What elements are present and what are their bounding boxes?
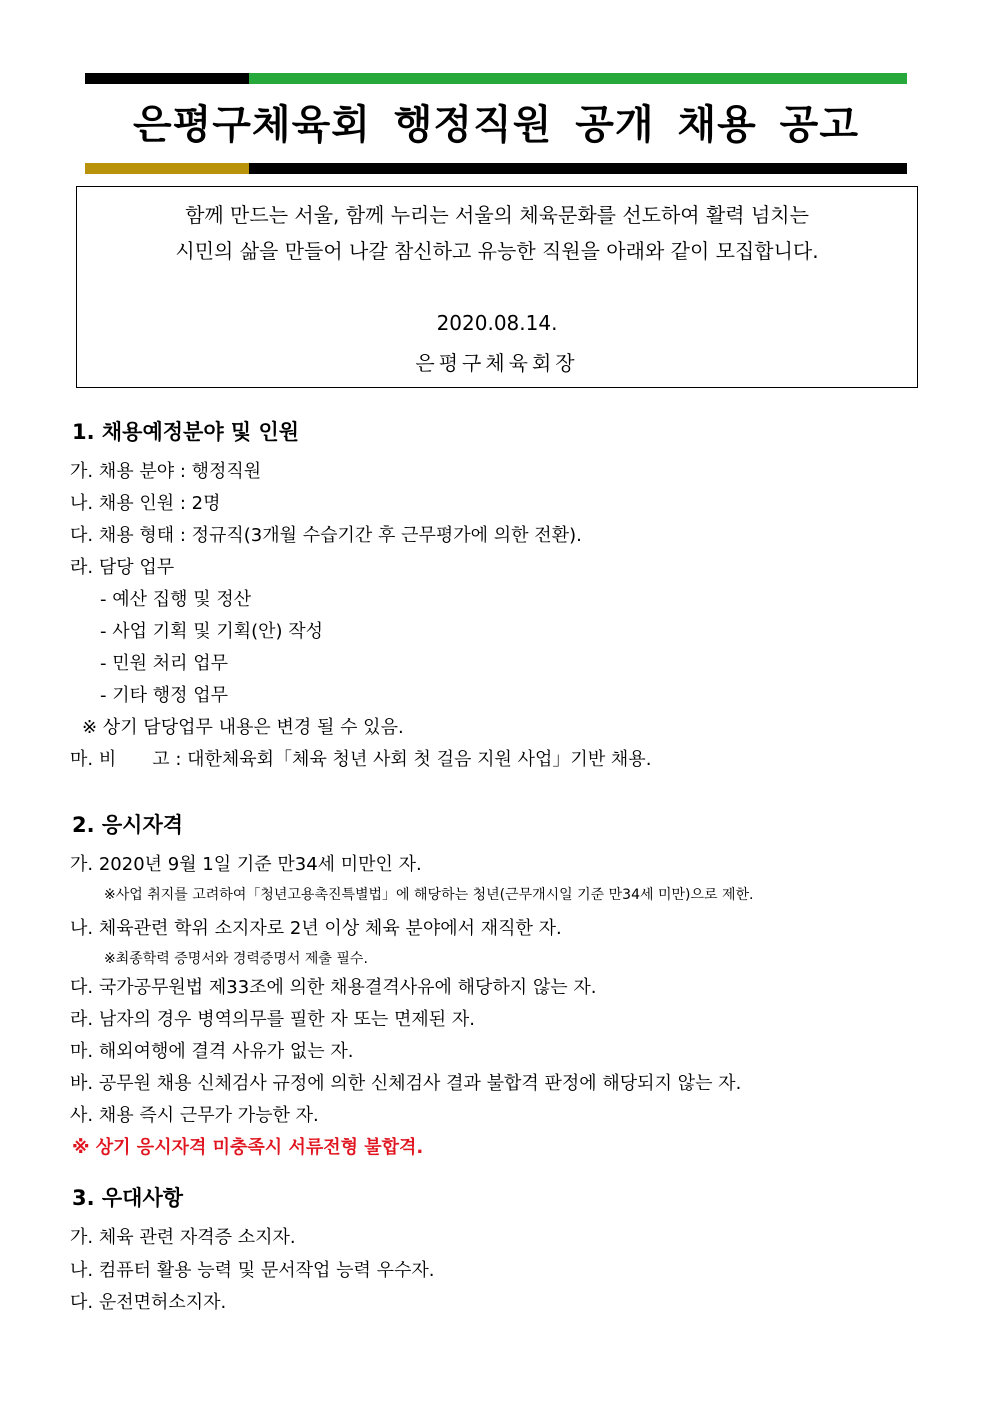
qualification-item: 마. 해외여행에 결격 사유가 없는 자. [70, 1041, 354, 1062]
section1-item: 나. 채용 인원 : 2명 [70, 493, 221, 514]
section1-heading: 1. 채용예정분야 및 인원 [72, 420, 300, 444]
duty-item: - 사업 기획 및 기획(안) 작성 [100, 621, 324, 642]
section1-item: 가. 채용 분야 : 행정직원 [70, 461, 262, 482]
section1-remark: 마. 비 고 : 대한체육회「체육 청년 사회 첫 걸음 지원 사업」기반 채용. [70, 749, 652, 770]
qualification-item: 다. 국가공무원법 제33조에 의한 채용결격사유에 해당하지 않는 자. [70, 977, 597, 998]
section1-item: 라. 담당 업무 [70, 557, 175, 578]
header-bar-black [85, 73, 249, 84]
section3-heading: 3. 우대사항 [72, 1186, 184, 1210]
duty-item: - 기타 행정 업무 [100, 685, 228, 706]
duty-item: - 민원 처리 업무 [100, 653, 228, 674]
intro-signer: 은평구체육회장 [415, 351, 579, 375]
preference-item: 가. 체육 관련 자격증 소지자. [70, 1227, 296, 1248]
qualification-item: 가. 2020년 9월 1일 기준 만34세 미만인 자. [70, 854, 422, 875]
header-bar-gold [85, 163, 249, 174]
page-title: 은평구체육회 행정직원 공개 채용 공고 [133, 102, 859, 148]
duty-note: ※ 상기 담당업무 내용은 변경 될 수 있음. [82, 717, 404, 738]
intro-line-1: 함께 만드는 서울, 함께 누리는 서울의 체육문화를 선도하여 활력 넘치는 [185, 203, 809, 227]
qualification-item: 라. 남자의 경우 병역의무를 필한 자 또는 면제된 자. [70, 1009, 475, 1030]
header-bar-green [249, 73, 907, 84]
preference-item: 나. 컴퓨터 활용 능력 및 문서작업 능력 우수자. [70, 1260, 435, 1281]
qualification-warning: ※ 상기 응시자격 미충족시 서류전형 불합격. [72, 1137, 424, 1158]
preference-item: 다. 운전면허소지자. [70, 1292, 227, 1313]
duty-item: - 예산 집행 및 정산 [100, 589, 252, 610]
intro-box [76, 186, 918, 388]
section2-heading: 2. 응시자격 [72, 813, 184, 837]
qualification-note: ※사업 취지를 고려하여「청년고용촉진특별법」에 해당하는 청년(근무개시일 기준 만34세 미만)으로 제한. [104, 887, 754, 903]
intro-date: 2020.08.14. [436, 311, 558, 335]
intro-line-2: 시민의 삶을 만들어 나갈 참신하고 유능한 직원을 아래와 같이 모집합니다. [175, 239, 819, 263]
section1-item: 다. 채용 형태 : 정규직(3개월 수습기간 후 근무평가에 의한 전환). [70, 525, 582, 546]
qualification-item: 사. 채용 즉시 근무가 가능한 자. [70, 1105, 319, 1126]
header-bar-black-bottom [249, 163, 907, 174]
qualification-item: 나. 체육관련 학위 소지자로 2년 이상 체육 분야에서 재직한 자. [70, 918, 562, 939]
qualification-note: ※최종학력 증명서와 경력증명서 제출 필수. [104, 951, 368, 967]
qualification-item: 바. 공무원 채용 신체검사 규정에 의한 신체검사 결과 불합격 판정에 해당되지 않는 자. [70, 1073, 742, 1094]
